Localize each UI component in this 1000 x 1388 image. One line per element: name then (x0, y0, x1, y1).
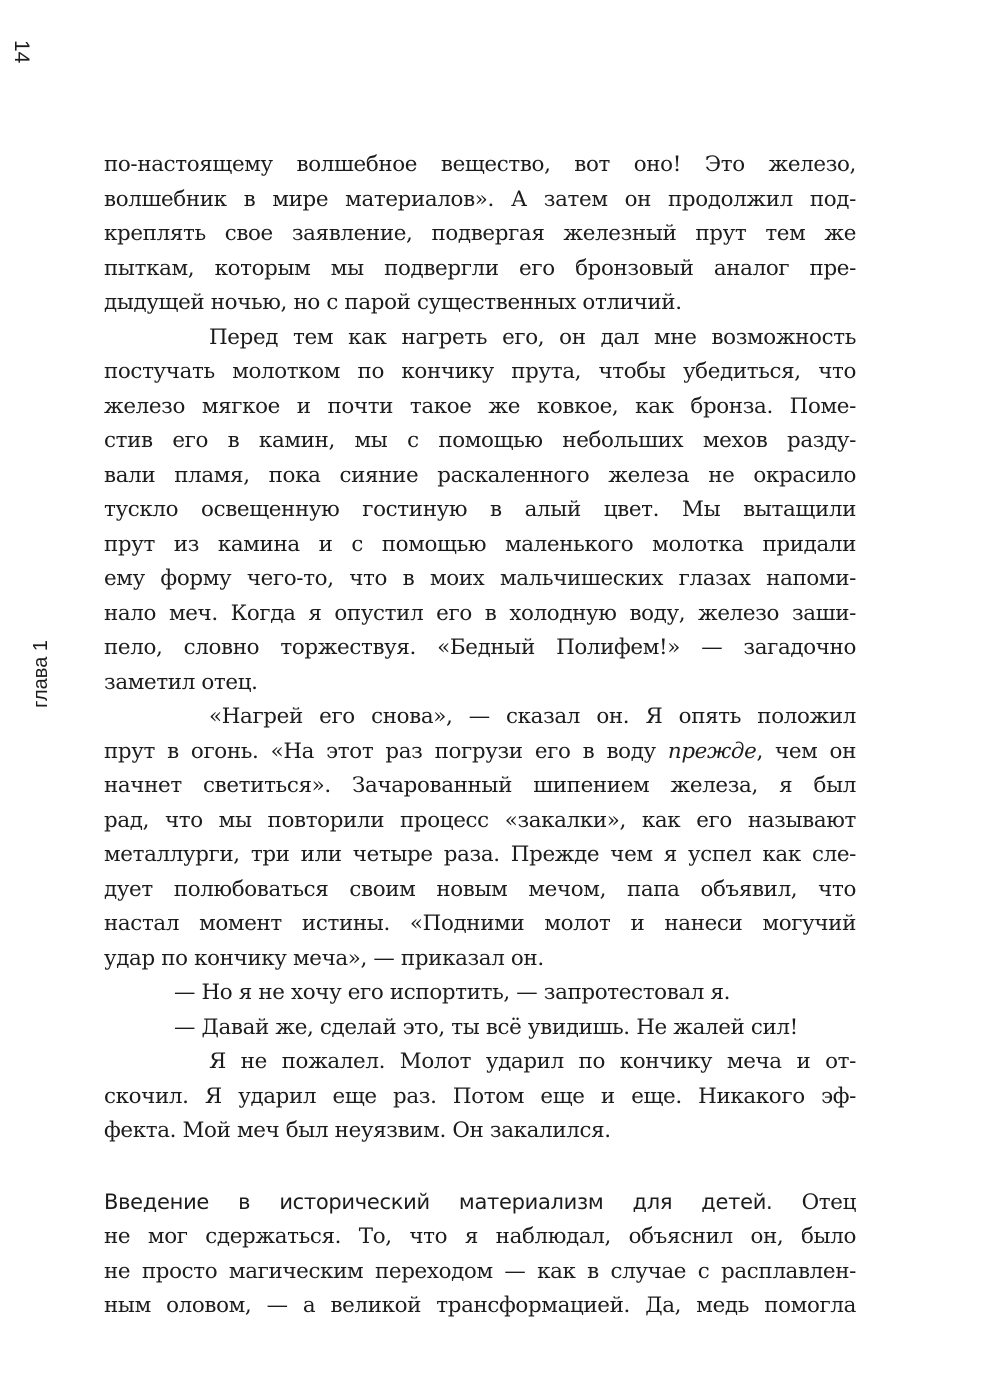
text-line: прут из камина и с помощью маленького молотка придали (104, 531, 856, 557)
paragraph-4 (104, 1045, 856, 1149)
text-line: волшебник в мире материалов». А затем он продолжил под- (104, 186, 856, 212)
text-line: настал момент истины. «Подними молот и нанеси могучий (104, 911, 856, 936)
text-line: по-настоящему волшебное вещество, вот оно! Это железо, (104, 152, 856, 177)
text-line: железо мягкое и почти такое же ковкое, как бронза. Поме- (104, 393, 856, 419)
paragraph-1 (104, 148, 856, 321)
text-line: Перед тем как нагреть его, он дал мне возможность (209, 324, 856, 350)
text-line: пыткам, которым мы подвергли его бронзовый аналог пре- (104, 255, 856, 281)
text-run: , чем он (756, 738, 856, 764)
text-line: креплять свое заявление, подвергая железный прут тем же (104, 221, 856, 246)
section-gap (104, 1149, 856, 1185)
text-line-with-emphasis (104, 735, 856, 770)
dialogue (104, 976, 856, 1045)
text-line: нало меч. Когда я опустил его в холодную воду, железо заши- (104, 600, 856, 626)
text-line: стив его в камин, мы с помощью небольших мехов разду- (104, 428, 856, 453)
running-head: глава 1 (30, 640, 52, 708)
text-line: дыдущей ночью, но с парой существенных отличий. (104, 290, 682, 315)
text-line: рад, что мы повторили процесс «закалки», как его называют (104, 807, 856, 833)
paragraph-2 (104, 321, 856, 701)
text-line: ным оловом, — а великой трансформацией. Да, медь помогла (104, 1293, 856, 1318)
dialogue-line: — Давай же, сделай это, ты всё увидишь. Не жалей сил! (174, 1014, 798, 1040)
section-paragraph (104, 1185, 856, 1324)
text-run: прут в огонь. «На этот раз погрузи его в воду (104, 738, 668, 764)
section-heading: Введение в исторический материализм для детей. (104, 1189, 773, 1214)
text-line: Я не пожалел. Молот ударил по кончику меча и от- (209, 1049, 856, 1074)
text-line: ему форму чего-то, что в моих мальчишеских глазах напоми- (104, 566, 856, 591)
paragraph-3 (104, 700, 856, 976)
body-text (104, 148, 856, 1324)
text-line: «Нагрей его снова», — сказал он. Я опять положил (209, 704, 856, 729)
text-line: постучать молотком по кончику прута, чтобы убедиться, что (104, 359, 856, 384)
text-line: фекта. Мой меч был неуязвим. Он закалился. (104, 1118, 611, 1143)
text-line: удар по кончику меча», — приказал он. (104, 945, 544, 971)
text-line: скочил. Я ударил еще раз. Потом еще и еще. Никакого эф- (104, 1083, 856, 1109)
page-number: 14 (10, 40, 33, 64)
text-line: вали пламя, пока сияние раскаленного железа не окрасило (104, 462, 856, 488)
text-line: заметил отец. (104, 669, 258, 695)
text-line: металлурги, три или четыре раза. Прежде чем я успел как сле- (104, 842, 856, 867)
text-line-with-heading (104, 1185, 856, 1221)
text-line: начнет светиться». Зачарованный шипением железа, я был (104, 773, 856, 798)
text-line: тускло освещенную гостиную в алый цвет. Мы вытащили (104, 497, 856, 522)
text-line: дует полюбоваться своим новым мечом, папа объявил, что (104, 876, 856, 902)
text-line: не мог сдержаться. То, что я наблюдал, объяснил он, было (104, 1224, 856, 1249)
emphasis-word: прежде (667, 738, 757, 764)
text-line: пело, словно торжествуя. «Бедный Полифем!» — загадочно (104, 635, 856, 660)
text-run: Отец (772, 1189, 857, 1215)
dialogue-line: — Но я не хочу его испортить, — запротестовал я. (174, 980, 731, 1005)
text-line: не просто магическим переходом — как в случае с расплавлен- (104, 1258, 856, 1284)
